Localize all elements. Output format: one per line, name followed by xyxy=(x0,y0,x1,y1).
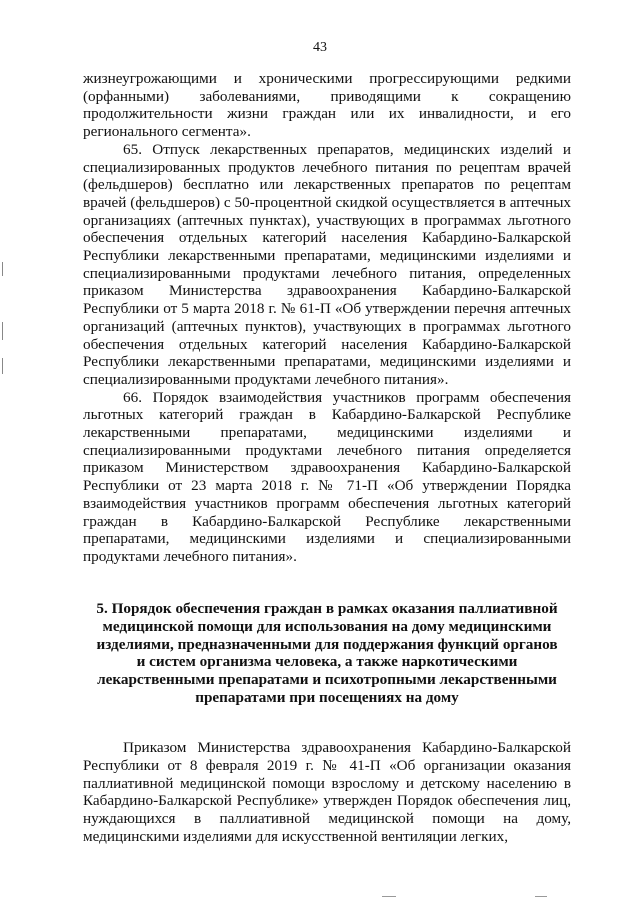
section-heading-line: препаратами при посещениях на дому xyxy=(195,689,459,707)
paragraph-65: 65. Отпуск лекарственных препаратов, медицинских изделий и специализированных продуктов лечебного питания по рецептам врачей (фельдшеров) бесплатно или лекарственных препаратов по рецептам врачей (фельдшеров) с 50-процентной скидкой осуществляется в аптечных организациях (аптечных пунктах), участвующих в программах льготного обеспечения отдельных категорий населения Кабардино-Балкарской Республики лекарственными препаратами, медицинскими изделиями и специализированными продуктами лечебного питания, определенных приказом Министерства здравоохранения Кабардино-Балкарской Республики от 5 марта 2018 г. № 61-П «Об утверждении перечня аптечных организаций (аптечных пунктов), участвующих в программах льготного обеспечения отдельных категорий населения Кабардино-Балкарской Республики лекарственными препаратами, медицинскими изделиями и специализированными продуктами лечебного питания». xyxy=(83,140,571,388)
scan-mark xyxy=(2,358,3,374)
scan-mark xyxy=(2,322,3,340)
page-number: 43 xyxy=(313,40,327,55)
section-heading-line: и систем организма человека, а также наркотическими xyxy=(136,653,518,671)
section-heading-line: лекарственными препаратами и психотропными лекарственными xyxy=(97,671,557,689)
section-heading-line: 5. Порядок обеспечения граждан в рамках оказания паллиативной xyxy=(96,599,558,617)
section-heading-line: изделиями, предназначенными для поддержания функций органов xyxy=(96,635,558,653)
document-body xyxy=(83,70,571,845)
scan-edge-line xyxy=(535,896,547,897)
scan-edge-line xyxy=(382,896,396,897)
paragraph-section-5: Приказом Министерства здравоохранения Кабардино-Балкарской Республики от 8 февраля 2019 г. № 41-П «Об организации оказания паллиативной медицинской помощи взрослому и детскому населению в Кабардино-Балкарской Республике» утвержден Порядок обеспечения лиц, нуждающихся в паллиативной медицинской помощи на дому, медицинскими изделиями для искусственной вентиляции легких, xyxy=(83,739,571,845)
paragraph-continuation: жизнеугрожающими и хроническими прогрессирующими редкими (орфанными) заболеваниями, приводящими к сокращению продолжительности жизни граждан или их инвалидности, и его регионального сегмента». xyxy=(83,70,571,141)
section-heading-line: медицинской помощи для использования на дому медицинскими xyxy=(102,617,552,635)
paragraph-66: 66. Порядок взаимодействия участников программ обеспечения льготных категорий граждан в Кабардино-Балкарской Республике лекарственными препаратами, медицинскими изделиями и специализированными продуктами лечебного питания определяется приказом Министерством здравоохранения Кабардино-Балкарской Республики от 23 марта 2018 г. № 71-П «Об утверждении Порядка взаимодействия участников программ обеспечения льготных категорий граждан в Кабардино-Балкарской Республике лекарственными препаратами, медицинскими изделиями и специализированными продуктами лечебного питания». xyxy=(83,388,571,565)
scan-mark xyxy=(2,262,3,276)
section-heading xyxy=(83,600,571,707)
